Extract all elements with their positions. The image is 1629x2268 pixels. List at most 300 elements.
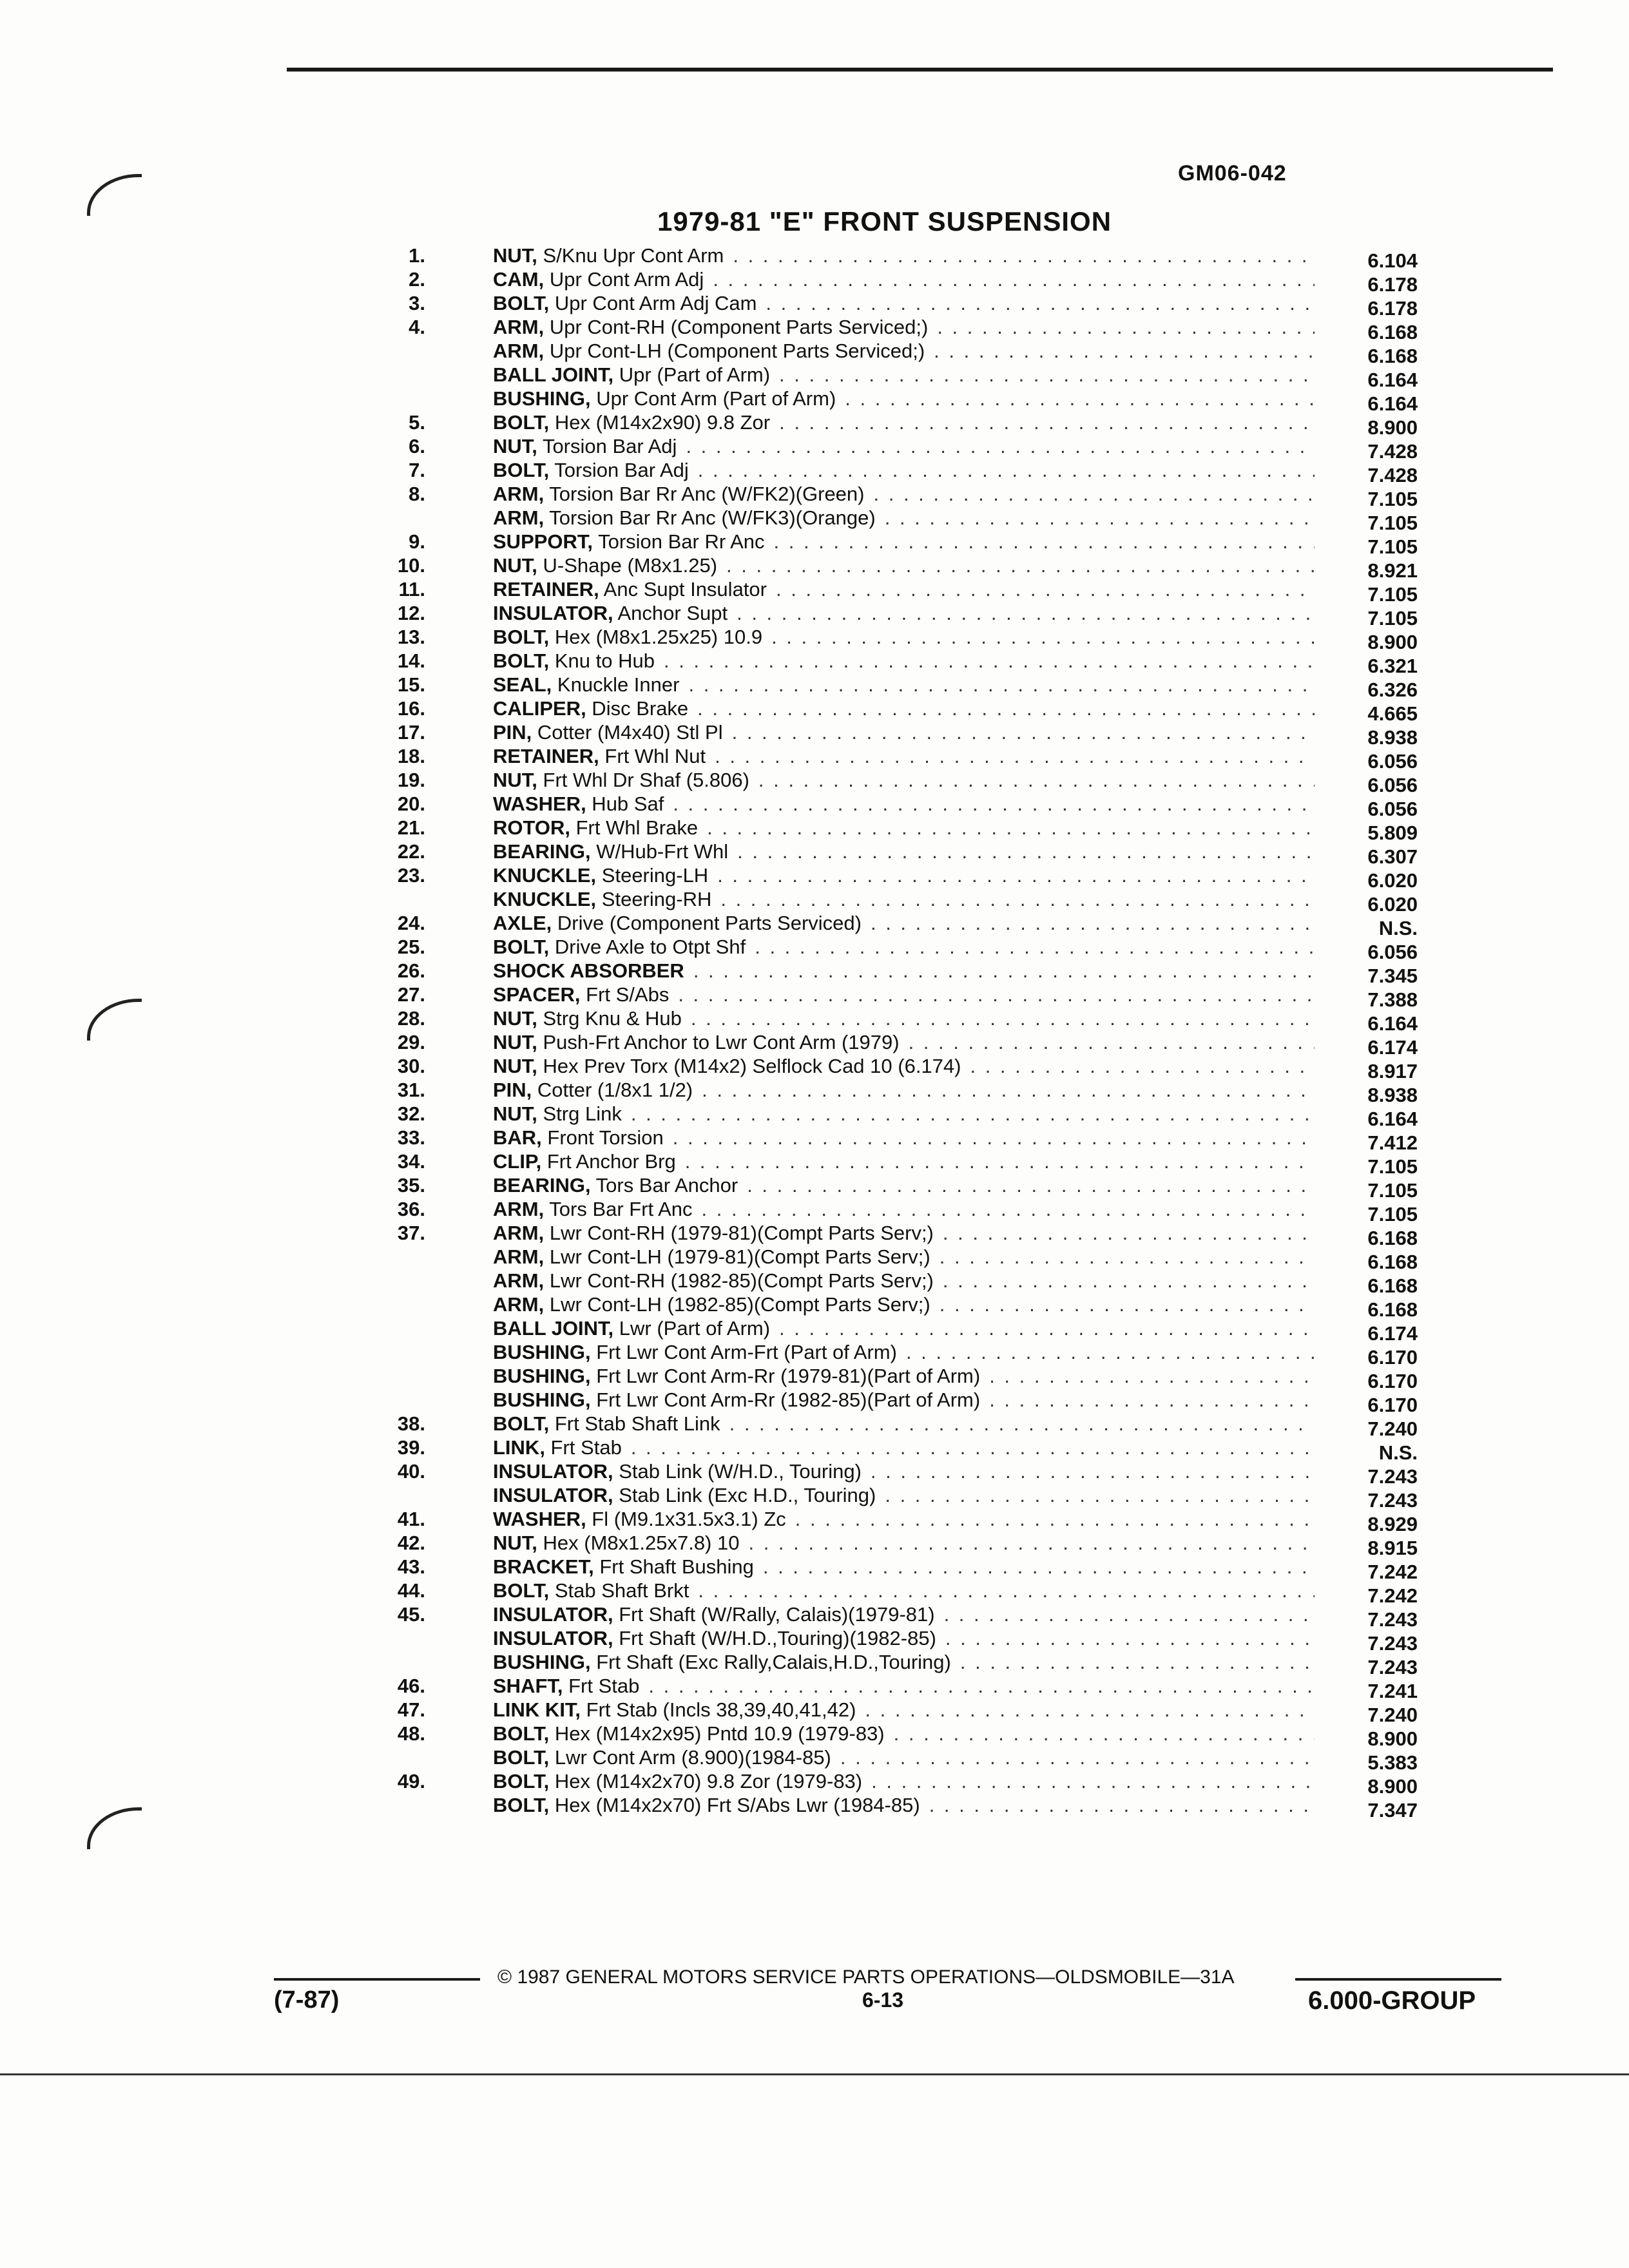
part-name: CAM,	[493, 268, 545, 291]
group-number: 7.243	[1367, 1632, 1418, 1655]
part-name: LINK,	[493, 1436, 545, 1459]
item-number: 11.	[398, 578, 425, 601]
item-description	[493, 1388, 1315, 1412]
item-description	[493, 601, 1315, 625]
leader-dots	[622, 1102, 1315, 1126]
part-detail: Anchor Supt	[613, 602, 728, 624]
leader-dots	[930, 1245, 1315, 1269]
leader-dots	[862, 1769, 1315, 1793]
footer-rule-right	[1295, 1978, 1501, 1981]
group-number: 6.168	[1367, 1274, 1418, 1297]
parts-row	[361, 1555, 1418, 1583]
parts-row	[361, 863, 1418, 892]
leader-dots	[717, 553, 1315, 577]
item-description	[493, 1436, 1315, 1459]
part-detail: Frt Lwr Cont Arm-Rr (1979-81)(Part of Arm)	[590, 1365, 981, 1387]
item-number: 31.	[397, 1079, 425, 1101]
item-number: 18.	[397, 745, 425, 767]
item-description	[493, 1483, 1315, 1507]
parts-row	[361, 363, 1418, 391]
item-number: 38.	[397, 1412, 425, 1435]
leader-dots	[770, 363, 1315, 387]
part-name: BUSHING,	[493, 1365, 591, 1387]
leader-dots	[704, 267, 1315, 291]
part-name: BAR,	[493, 1126, 542, 1149]
group-number: 5.383	[1367, 1751, 1418, 1774]
parts-row	[361, 1412, 1418, 1440]
leader-dots	[677, 434, 1315, 458]
leader-dots	[698, 816, 1315, 840]
item-description	[493, 1316, 1315, 1340]
item-description	[493, 315, 1315, 339]
parts-row	[361, 291, 1418, 320]
group-number: 7.412	[1367, 1131, 1418, 1154]
part-detail: Frt Whl Brake	[570, 816, 699, 839]
part-name: ARM,	[493, 1222, 545, 1244]
parts-row	[361, 601, 1418, 629]
parts-row	[361, 1197, 1418, 1225]
part-name: BOLT,	[493, 411, 550, 434]
item-description	[493, 339, 1315, 363]
part-detail: Frt Stab	[563, 1675, 640, 1697]
part-name: BOLT,	[493, 1579, 550, 1602]
group-number: 6.168	[1367, 321, 1418, 343]
part-detail: Stab Link (Exc H.D., Touring)	[613, 1484, 876, 1506]
parts-row	[361, 530, 1418, 558]
group-number: 6.321	[1367, 655, 1418, 677]
part-detail: U-Shape (M8x1.25)	[537, 554, 718, 577]
item-description	[493, 1793, 1315, 1817]
part-name: BOLT,	[493, 1770, 550, 1792]
part-name: BOLT,	[493, 626, 550, 648]
item-number: 45.	[397, 1603, 425, 1626]
item-description	[493, 1579, 1315, 1602]
part-detail: Anc Supt Insulator	[599, 578, 767, 601]
item-number: 7.	[409, 459, 425, 481]
item-description	[493, 1674, 1315, 1698]
item-description	[493, 959, 1315, 983]
leader-dots	[934, 1269, 1315, 1293]
item-number: 27.	[397, 983, 425, 1006]
part-name: SEAL,	[493, 673, 552, 696]
group-number: 8.929	[1367, 1513, 1418, 1535]
parts-row	[361, 1745, 1418, 1774]
item-number: 25.	[397, 936, 425, 958]
item-description	[493, 1054, 1315, 1078]
part-name: KNUCKLE,	[493, 864, 597, 887]
item-description	[493, 1102, 1315, 1126]
item-description	[493, 720, 1315, 744]
leader-dots	[622, 1436, 1315, 1459]
item-description	[493, 1412, 1315, 1436]
item-description	[493, 935, 1315, 959]
leader-dots	[936, 1626, 1315, 1650]
parts-row	[361, 1436, 1418, 1464]
item-description	[493, 863, 1315, 887]
parts-row	[361, 1483, 1418, 1512]
group-number: 6.056	[1367, 750, 1418, 773]
part-name: SHOCK ABSORBER	[493, 959, 684, 982]
item-description	[493, 1078, 1315, 1102]
group-number: 6.174	[1367, 1322, 1418, 1345]
leader-dots	[720, 1412, 1315, 1436]
part-name: BALL JOINT,	[493, 1317, 614, 1340]
leader-dots	[655, 649, 1315, 673]
parts-row	[361, 1221, 1418, 1249]
footer-copyright: © 1987 GENERAL MOTORS SERVICE PARTS OPERATIONS—OLDSMOBILE—31A	[497, 1966, 1235, 1988]
part-detail: Cotter (M4x40) Stl Pl	[532, 721, 723, 744]
part-name: ARM,	[493, 316, 545, 338]
parts-row	[361, 553, 1418, 582]
leader-dots	[684, 959, 1315, 983]
part-name: CALIPER,	[493, 697, 586, 720]
leader-dots	[738, 1173, 1315, 1197]
part-detail: Hex (M14x2x70) Frt S/Abs Lwr (1984-85)	[549, 1794, 920, 1816]
group-number: 4.665	[1367, 702, 1418, 725]
parts-row	[361, 244, 1418, 272]
parts-row	[361, 649, 1418, 677]
part-name: RETAINER,	[493, 578, 599, 601]
parts-row	[361, 1316, 1418, 1345]
item-description	[493, 1245, 1315, 1269]
group-number: 6.174	[1367, 1036, 1418, 1059]
item-description	[493, 530, 1315, 553]
item-number: 1.	[409, 244, 425, 267]
item-number: 19.	[397, 769, 425, 791]
parts-row	[361, 744, 1418, 773]
item-description	[493, 1173, 1315, 1197]
leader-dots	[664, 792, 1315, 816]
leader-dots	[876, 1483, 1315, 1507]
group-number: 8.900	[1367, 1727, 1418, 1750]
parts-row	[361, 720, 1418, 749]
footer-date: (7-87)	[274, 1986, 340, 2013]
item-number: 32.	[397, 1102, 425, 1125]
part-detail: Upr Cont-LH (Component Parts Serviced;)	[544, 340, 925, 362]
part-name: NUT,	[493, 244, 537, 267]
parts-row	[361, 410, 1418, 439]
leader-dots	[862, 1459, 1315, 1483]
group-number: 6.178	[1367, 273, 1418, 296]
group-number: 8.938	[1367, 726, 1418, 749]
group-number: 7.347	[1367, 1799, 1418, 1821]
binder-mark	[87, 999, 142, 1041]
group-number: 6.178	[1367, 297, 1418, 320]
parts-row	[361, 267, 1418, 296]
part-name: BUSHING,	[493, 1651, 591, 1673]
part-name: ARM,	[493, 483, 545, 505]
leader-dots	[836, 387, 1315, 410]
part-name: NUT,	[493, 435, 537, 457]
item-description	[493, 1650, 1315, 1674]
part-name: INSULATOR,	[493, 1627, 613, 1649]
item-description	[493, 387, 1315, 410]
item-description	[493, 1745, 1315, 1769]
item-number: 33.	[397, 1126, 425, 1149]
binder-mark	[87, 1807, 142, 1849]
leader-dots	[728, 840, 1315, 863]
item-description	[493, 267, 1315, 291]
parts-row	[361, 1602, 1418, 1631]
item-description	[493, 1269, 1315, 1293]
item-number: 17.	[397, 721, 425, 744]
leader-dots	[980, 1388, 1315, 1412]
leader-dots	[925, 339, 1315, 363]
part-name: INSULATOR,	[493, 1603, 613, 1626]
part-detail: Drive Axle to Otpt Shf	[549, 936, 746, 958]
leader-dots	[920, 1793, 1315, 1817]
item-number: 26.	[397, 959, 425, 982]
group-number: 7.240	[1367, 1418, 1418, 1440]
parts-row	[361, 339, 1418, 367]
parts-row	[361, 911, 1418, 939]
item-number: 22.	[397, 840, 425, 863]
leader-dots	[770, 410, 1315, 434]
parts-row	[361, 1126, 1418, 1154]
parts-row	[361, 1793, 1418, 1821]
part-detail: Torsion Bar Adj	[549, 459, 689, 481]
parts-row	[361, 959, 1418, 987]
part-name: BOLT,	[493, 1722, 550, 1745]
part-detail: Frt Anchor Brg	[541, 1150, 676, 1173]
group-number: 7.240	[1367, 1704, 1418, 1726]
leader-dots	[723, 720, 1315, 744]
leader-dots	[746, 935, 1315, 959]
item-number: 37.	[397, 1222, 425, 1244]
parts-row	[361, 625, 1418, 653]
group-number: N.S.	[1378, 1441, 1418, 1464]
leader-dots	[669, 983, 1315, 1006]
item-number: 34.	[397, 1150, 425, 1173]
parts-row	[361, 387, 1418, 415]
item-number: 41.	[397, 1508, 425, 1530]
group-number: 7.105	[1367, 488, 1418, 510]
leader-dots	[688, 697, 1315, 720]
group-number: 6.326	[1367, 678, 1418, 701]
top-rule	[287, 68, 1553, 72]
item-description	[493, 1364, 1315, 1388]
part-name: BOLT,	[493, 1746, 550, 1769]
leader-dots	[767, 577, 1315, 601]
parts-row	[361, 1722, 1418, 1750]
item-number: 5.	[409, 411, 425, 434]
group-number: 6.020	[1367, 869, 1418, 892]
leader-dots	[682, 1006, 1315, 1030]
leader-dots	[724, 244, 1315, 267]
part-name: WASHER,	[493, 793, 586, 815]
parts-row	[361, 1293, 1418, 1321]
group-number: 7.105	[1367, 1203, 1418, 1225]
item-description	[493, 911, 1315, 935]
part-detail: Disc Brake	[586, 697, 689, 720]
leader-dots	[728, 601, 1315, 625]
part-name: WASHER,	[493, 1508, 586, 1530]
item-number: 4.	[409, 316, 425, 338]
part-detail: Frt Stab Shaft Link	[549, 1412, 720, 1435]
group-number: 6.170	[1367, 1394, 1418, 1416]
part-name: BUSHING,	[493, 387, 591, 410]
part-detail: Strg Knu & Hub	[537, 1007, 682, 1030]
part-name: AXLE,	[493, 912, 552, 934]
part-detail: Frt Shaft (Exc Rally,Calais,H.D.,Touring)	[590, 1651, 951, 1673]
item-description	[493, 244, 1315, 267]
part-detail: Cotter (1/8x1 1/2)	[532, 1079, 693, 1101]
item-description	[493, 291, 1315, 315]
parts-row	[361, 792, 1418, 820]
part-detail: Upr Cont Arm Adj Cam	[549, 292, 757, 314]
group-number: 6.164	[1367, 1108, 1418, 1130]
part-detail: Hex (M8x1.25x25) 10.9	[549, 626, 763, 648]
leader-dots	[862, 911, 1315, 935]
parts-row	[361, 1364, 1418, 1392]
item-number: 29.	[397, 1031, 425, 1053]
part-detail: Knu to Hub	[549, 649, 655, 672]
item-number: 49.	[397, 1770, 425, 1792]
parts-row	[361, 697, 1418, 725]
part-name: INSULATOR,	[493, 1484, 613, 1506]
leader-dots	[934, 1221, 1315, 1245]
parts-row	[361, 1579, 1418, 1607]
parts-row	[361, 1269, 1418, 1297]
parts-row	[361, 935, 1418, 963]
leader-dots	[749, 768, 1315, 792]
group-number: 8.900	[1367, 1775, 1418, 1798]
parts-row	[361, 1102, 1418, 1130]
part-detail: Upr Cont Arm Adj	[544, 268, 704, 291]
group-number: 7.388	[1367, 988, 1418, 1011]
item-description	[493, 1221, 1315, 1245]
item-number: 12.	[397, 602, 425, 624]
part-detail: Frt Stab	[545, 1436, 622, 1459]
leader-dots	[706, 744, 1315, 768]
group-number: 8.921	[1367, 559, 1418, 582]
part-detail: Drive (Component Parts Serviced)	[552, 912, 862, 934]
item-number: 24.	[397, 912, 425, 934]
item-number: 21.	[397, 816, 425, 839]
item-description	[493, 1531, 1315, 1555]
part-detail: Frt Lwr Cont Arm-Frt (Part of Arm)	[590, 1341, 897, 1363]
leader-dots	[831, 1745, 1315, 1769]
parts-row	[361, 1531, 1418, 1559]
part-name: NUT,	[493, 1532, 537, 1554]
leader-dots	[897, 1340, 1315, 1364]
part-detail: Fl (M9.1x31.5x3.1) Zc	[586, 1508, 786, 1530]
group-number: 6.170	[1367, 1370, 1418, 1392]
item-description	[493, 363, 1315, 387]
part-name: NUT,	[493, 769, 537, 791]
item-description	[493, 768, 1315, 792]
item-description	[493, 458, 1315, 482]
item-description	[493, 792, 1315, 816]
group-number: 8.900	[1367, 416, 1418, 439]
item-description	[493, 577, 1315, 601]
part-detail: Lwr Cont-RH (1982-85)(Compt Parts Serv;)	[544, 1269, 934, 1292]
part-name: BOLT,	[493, 459, 550, 481]
part-detail: Upr (Part of Arm)	[613, 363, 771, 386]
item-description	[493, 1698, 1315, 1722]
item-description	[493, 482, 1315, 506]
item-number: 46.	[397, 1675, 425, 1697]
part-detail: Steering-RH	[596, 888, 712, 910]
item-number: 6.	[409, 435, 425, 457]
item-number: 42.	[397, 1532, 425, 1554]
part-name: SHAFT,	[493, 1675, 563, 1697]
part-name: ROTOR,	[493, 816, 570, 839]
parts-row	[361, 1173, 1418, 1202]
part-name: BUSHING,	[493, 1341, 591, 1363]
part-detail: Lwr Cont-RH (1979-81)(Compt Parts Serv;)	[544, 1222, 934, 1244]
page-number: 6-13	[862, 1988, 904, 2012]
part-name: KNUCKLE,	[493, 888, 597, 910]
group-number: 6.020	[1367, 893, 1418, 916]
part-name: LINK KIT,	[493, 1698, 581, 1721]
part-detail: Steering-LH	[596, 864, 709, 887]
group-number: 6.056	[1367, 798, 1418, 820]
part-detail: Torsion Bar Adj	[537, 435, 677, 457]
leader-dots	[935, 1602, 1315, 1626]
part-name: NUT,	[493, 1055, 537, 1077]
item-number: 13.	[397, 626, 425, 648]
part-name: BEARING,	[493, 840, 591, 863]
leader-dots	[961, 1054, 1315, 1078]
leader-dots	[900, 1030, 1315, 1054]
part-detail: Strg Link	[537, 1102, 622, 1125]
parts-row	[361, 434, 1418, 463]
group-number: 7.105	[1367, 1179, 1418, 1202]
part-name: BEARING,	[493, 1174, 591, 1196]
part-detail: Knuckle Inner	[552, 673, 680, 696]
parts-row	[361, 482, 1418, 510]
group-number: 6.168	[1367, 345, 1418, 367]
item-description	[493, 625, 1315, 649]
leader-dots	[689, 1579, 1315, 1602]
leader-dots	[765, 530, 1315, 553]
leader-dots	[664, 1126, 1315, 1149]
group-number: 6.164	[1367, 369, 1418, 391]
part-name: ARM,	[493, 1198, 545, 1220]
part-name: ARM,	[493, 1245, 545, 1268]
leader-dots	[711, 887, 1315, 911]
item-number: 47.	[397, 1698, 425, 1721]
parts-row	[361, 816, 1418, 844]
group-number: 7.428	[1367, 440, 1418, 463]
binder-mark	[87, 174, 142, 216]
leader-dots	[930, 1293, 1315, 1316]
leader-dots	[865, 482, 1315, 506]
group-number: 6.056	[1367, 774, 1418, 796]
footer-group: 6.000-GROUP	[1308, 1986, 1476, 2015]
leader-dots	[951, 1650, 1315, 1674]
item-number: 10.	[397, 554, 425, 577]
part-detail: Tors Bar Anchor	[590, 1174, 738, 1196]
part-name: RETAINER,	[493, 745, 599, 767]
part-name: NUT,	[493, 1031, 537, 1053]
item-number: 15.	[397, 673, 425, 696]
part-detail: Hex (M14x2x70) 9.8 Zor (1979-83)	[549, 1770, 863, 1792]
part-detail: S/Knu Upr Cont Arm	[537, 244, 724, 267]
item-description	[493, 744, 1315, 768]
group-number: 7.243	[1367, 1465, 1418, 1488]
group-number: 7.105	[1367, 1155, 1418, 1178]
leader-dots	[639, 1674, 1315, 1698]
group-number: 6.170	[1367, 1346, 1418, 1369]
item-number: 16.	[397, 697, 425, 720]
part-detail: Frt Whl Nut	[599, 745, 706, 767]
item-number: 40.	[397, 1460, 425, 1483]
item-number: 44.	[397, 1579, 425, 1602]
part-name: ARM,	[493, 1269, 545, 1292]
item-description	[493, 1507, 1315, 1531]
